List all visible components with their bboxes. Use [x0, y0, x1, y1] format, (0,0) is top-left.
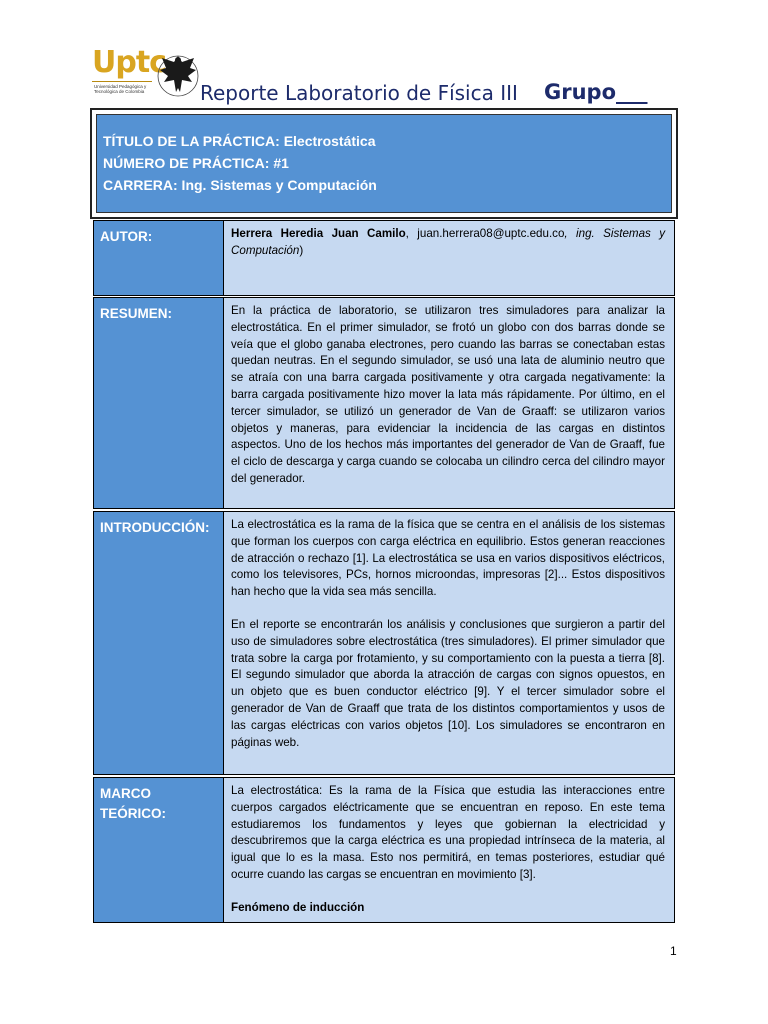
- introduction-label-cell: [93, 511, 224, 775]
- summary-label-cell: [93, 297, 224, 509]
- university-logo: [92, 46, 202, 102]
- theory-paragraph-1: La electrostática: Es la rama de la Física que estudia las interacciones entre cuerpos cargados eléctricamente que se encuentran en reposo. En este tema estudiaremos los fundamentos y leyes que gobiernan la electricidad y descubriremos que la carga eléctrica es una propiedad intrínseca de la materia, al igual que lo es la masa. Esto nos permitirá, en temas posteriores, estudiar qué ocurre cuando las cargas se encuentran en movimiento [3].: [231, 784, 665, 881]
- author-program: ing. Sistemas y Computación: [231, 227, 665, 257]
- practice-title: TÍTULO DE LA PRÁCTICA: Electrostática: [103, 133, 376, 149]
- author-name: Herrera Heredia Juan Camilo: [231, 227, 406, 240]
- summary-content-cell: [223, 297, 675, 509]
- author-close-paren: ): [299, 243, 304, 257]
- theory-label: [94, 778, 223, 824]
- theory-label-cell: [93, 777, 224, 923]
- author-label: AUTOR:: [100, 229, 153, 244]
- introduction-content-cell: [223, 511, 675, 775]
- group-label: Grupo___: [544, 80, 648, 104]
- logo-subtext: Universidad Pedagógica y Tecnológica de Colombia: [94, 84, 147, 94]
- logo-divider: [92, 81, 152, 82]
- page-number: 1: [670, 944, 677, 958]
- eagle-emblem-icon: [156, 46, 200, 102]
- theory-subheading: Fenómeno de inducción: [231, 900, 365, 914]
- author-content-cell: [223, 220, 675, 296]
- theory-text: [224, 778, 674, 917]
- summary-label: RESUMEN:: [100, 306, 173, 321]
- introduction-text: [224, 512, 674, 751]
- practice-header-box: [90, 108, 678, 219]
- introduction-paragraph-1: La electrostática es la rama de la física que se centra en el análisis de los sistemas que forman los cuerpos con carga eléctrica en equilibrio. Estos generan reacciones de atracción o rechazo [1]. La electrostática se usa en varios dispositivos eléctricos, como los televisores, PCs, hornos microondas, impresoras [2]... Estos dispositivos han hecho que la vida sea más sencilla.: [231, 518, 665, 599]
- introduction-label: INTRODUCCIÓN:: [100, 520, 210, 535]
- theory-label-line-2: TEÓRICO:: [100, 806, 166, 821]
- report-title: Reporte Laboratorio de Física III: [200, 81, 518, 105]
- author-label-cell: [93, 220, 224, 296]
- author-separator: ,: [405, 227, 418, 240]
- author-text: [224, 221, 674, 260]
- author-email: juan.herrera08@uptc.edu.co: [417, 227, 565, 240]
- practice-career: CARRERA: Ing. Sistemas y Computación: [103, 177, 377, 193]
- theory-content-cell: [223, 777, 675, 923]
- practice-header-panel: [96, 114, 672, 213]
- practice-number: NÚMERO DE PRÁCTICA: #1: [103, 155, 289, 171]
- introduction-paragraph-2: En el reporte se encontrarán los análisis y conclusiones que surgieron a partir del uso de simuladores sobre electrostática (tres simuladores). El primer simulador que trata sobre la carga por frotamiento, y su comportamiento con la puesta a tierra [8]. El segundo simulador que aborda la atracción de cargas con signos opuestos, en un objeto que es buen conductor eléctrico [9]. Y el tercer simulador sobre el generador de Van de Graaff que trata de los distintos comportamientos y usos de las cargas eléctricas con varios objetos [10]. Los simuladores se encontraron en páginas web.: [231, 617, 665, 749]
- author-program-separator: ,: [564, 227, 577, 240]
- logo-text: Uptc: [92, 45, 166, 80]
- summary-text: En la práctica de laboratorio, se utilizaron tres simuladores para analizar la electrostática. En el primer simulador, se frotó un globo con dos barras donde se veía que el globo ganaba electrones, pero cuando las barras se conectaban estas quedan neutras. En el segundo simulador, se usó una lata de aluminio neutro que se atraía con una barra cargada positivamente y otra cargada negativamente: la barra cargada positivamente hizo mover la lata más rápidamente. Por último, en el tercer simulador, se utilizó un generador de Van de Graaff: se utilizaron varios objetos y maneras, para evidenciar la incidencia de las cargas en distintos aspectos. Uno de los hechos más importantes del generador de Van de Graaff, fue el ciclo de descarga y carga cuando se colocaba un cilindro cerca del cilindro mayor del generador.: [231, 304, 665, 485]
- theory-label-line-1: MARCO: [100, 786, 151, 801]
